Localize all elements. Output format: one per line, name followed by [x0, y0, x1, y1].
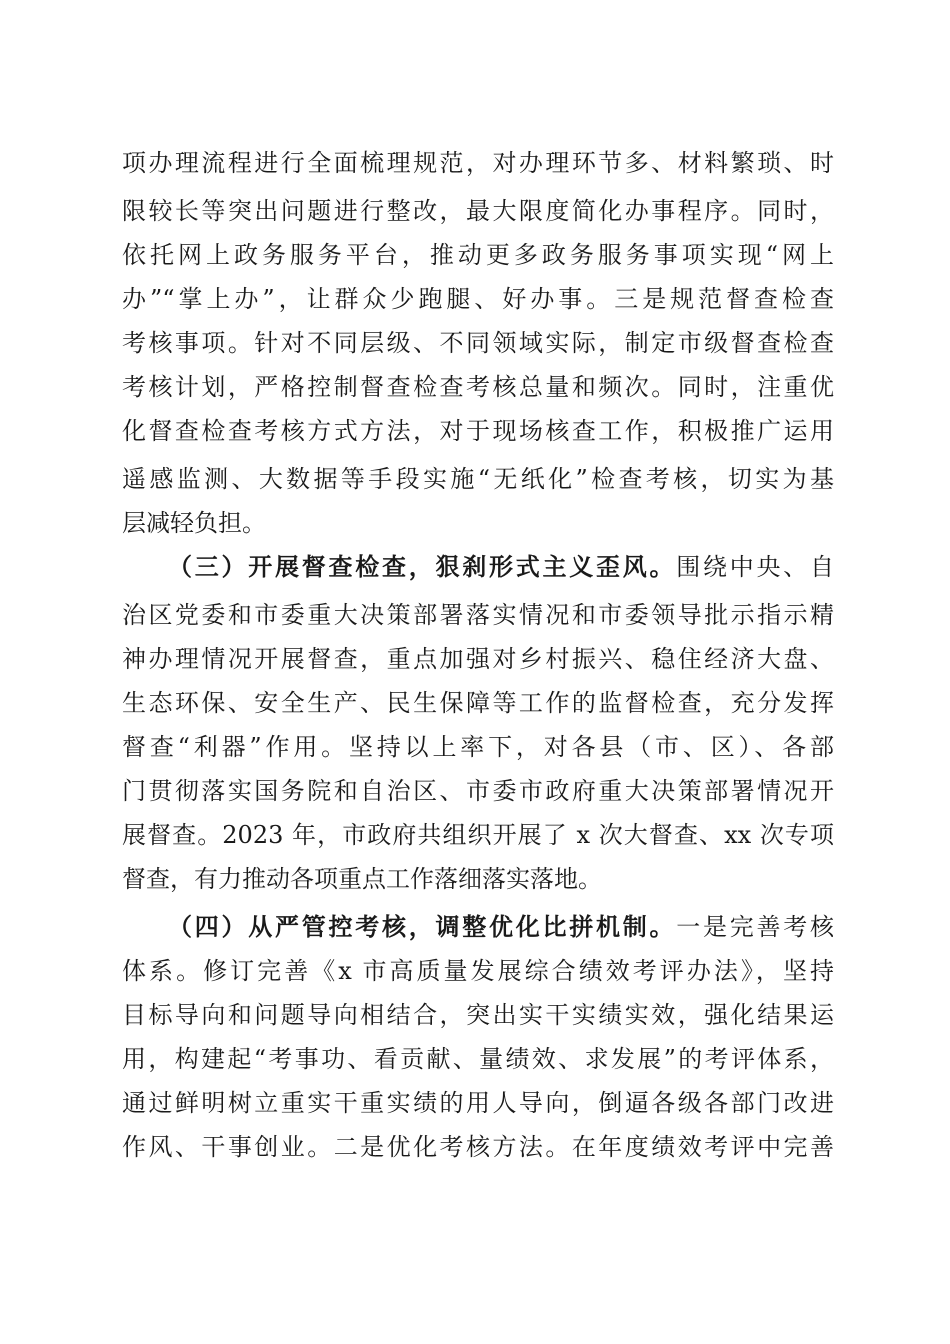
paragraph2-line-8: 督查，有力推动各项重点工作落细落实落地。: [122, 865, 602, 893]
paragraph1-line-4: 办”“掌上办”，让群众少跑腿、好办事。三是规范督查检查: [122, 285, 834, 313]
paragraph1-line-9: 层减轻负担。: [122, 509, 266, 537]
paragraph2-line-5: 督查“利器”作用。坚持以上率下，对各县（市、区）、各部: [122, 733, 834, 761]
paragraph1-line-5: 考核事项。针对不同层级、不同领域实际，制定市级督查检查: [122, 329, 834, 357]
paragraph2-line-7: 展督查。2023 年，市政府共组织开展了 x 次大督查、xx 次专项: [122, 821, 834, 849]
paragraph2-line-2: 治区党委和市委重大决策部署落实情况和市委领导批示指示精: [122, 601, 834, 629]
paragraph1-line-3: 依托网上政务服务平台，推动更多政务服务事项实现“网上: [122, 241, 834, 269]
paragraph2-line-4: 生态环保、安全生产、民生保障等工作的监督检查，充分发挥: [122, 689, 834, 717]
paragraph2-line-6: 门贯彻落实国务院和自治区、市委市政府重大决策部署情况开: [122, 777, 834, 805]
paragraph1-line-2: 限较长等突出问题进行整改，最大限度简化办事程序。同时，: [122, 197, 834, 225]
paragraph2-line-3: 神办理情况开展督查，重点加强对乡村振兴、稳住经济大盘、: [122, 645, 834, 673]
paragraph1-line-7: 化督查检查考核方式方法，对于现场核查工作，积极推广运用: [122, 417, 834, 445]
paragraph3-heading: （四）从严管控考核，调整优化比拼机制。: [168, 912, 677, 941]
paragraph3-line-5: 通过鲜明树立重实干重实绩的用人导向，倒逼各级各部门改进: [122, 1089, 834, 1117]
paragraph3-line-3: 目标导向和问题导向相结合，突出实干实绩实效，强化结果运: [122, 1001, 834, 1029]
paragraph3-line-2: 体系。修订完善《x 市高质量发展综合绩效考评办法》，坚持: [122, 957, 834, 985]
paragraph2-heading: （三）开展督查检查，狠刹形式主义歪风。: [168, 552, 677, 581]
paragraph1-line-6: 考核计划，严格控制督查检查考核总量和频次。同时，注重优: [122, 373, 834, 401]
paragraph3-first-line: [168, 910, 834, 944]
paragraph3-line-4: 用，构建起“考事功、看贡献、量绩效、求发展”的考评体系，: [122, 1045, 834, 1073]
paragraph2-first-line-rest: 围绕中央、自: [676, 553, 834, 581]
paragraph1-line-1: 项办理流程进行全面梳理规范，对办理环节多、材料繁琐、时: [122, 149, 834, 177]
paragraph3-line-6: 作风、干事创业。二是优化考核方法。在年度绩效考评中完善: [122, 1133, 834, 1161]
paragraph1-line-8: 遥感监测、大数据等手段实施“无纸化”检查考核，切实为基: [122, 465, 834, 493]
paragraph2-first-line: [168, 550, 834, 584]
paragraph3-first-line-rest: 一是完善考核: [676, 913, 834, 941]
